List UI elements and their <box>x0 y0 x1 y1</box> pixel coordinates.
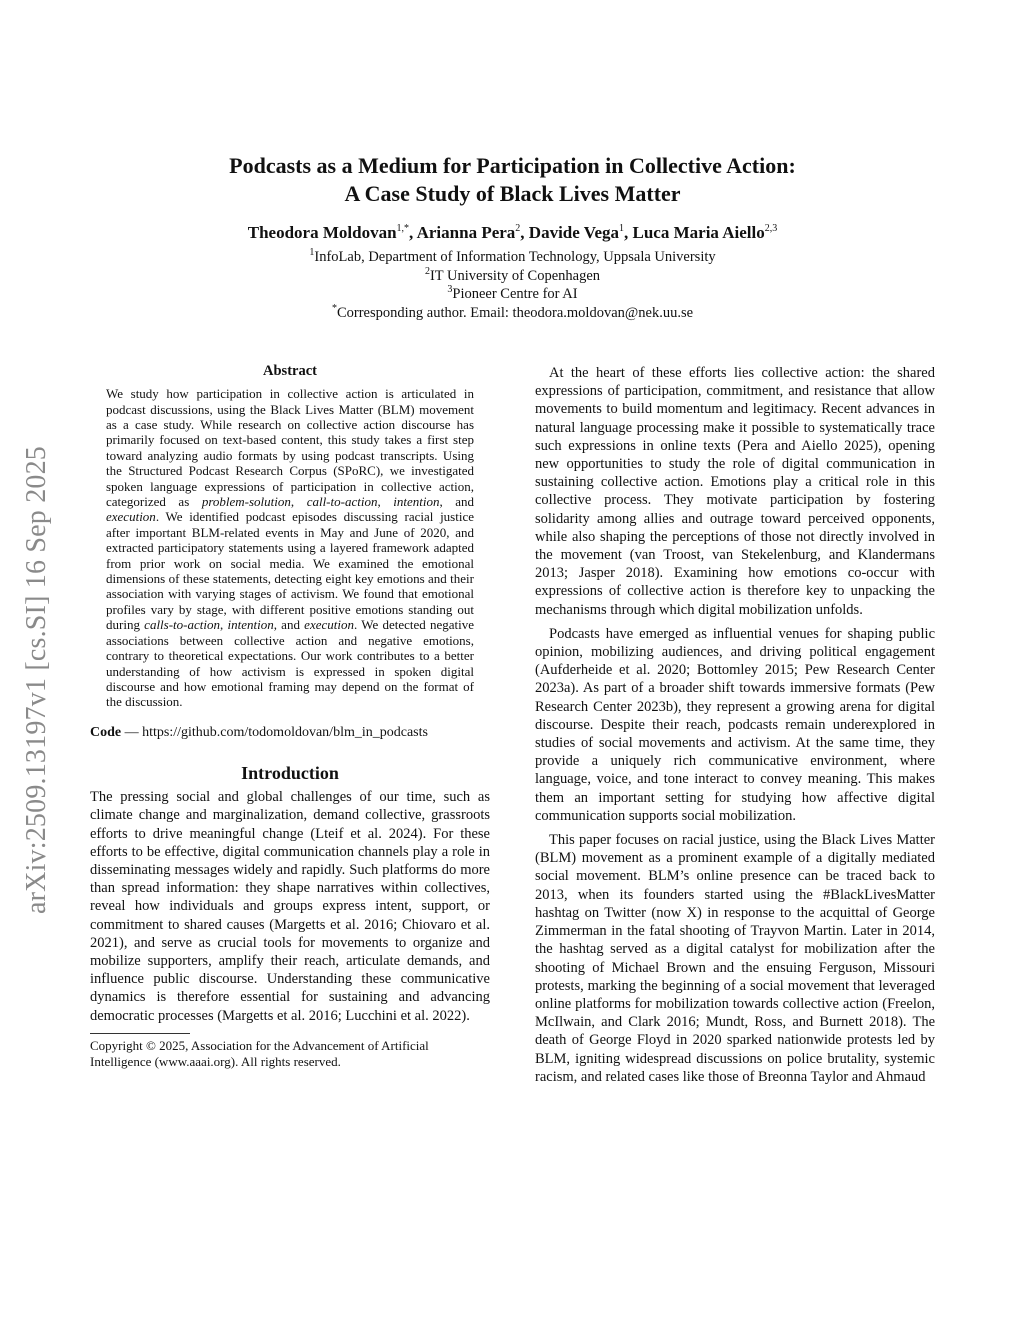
footnote-rule <box>90 1033 190 1034</box>
code-repository-link[interactable]: https://github.com/todomoldovan/blm_in_podcasts <box>142 724 428 740</box>
introduction-paragraph: The pressing social and global challenges of our time, such as climate change and marginalization, demand collective, grassroots efforts to drive meaningful change (Lteif et al. 2024). For these efforts to be effective, digital communication channels play a role in disseminating messages widely and rapidly. Such platforms do more than spread information: they shape narratives within collectives, reveal how individuals and groups express intent, support, or commitment to shared causes (Margetts et al. 2016; Chiovaro et al. 2021), and serve as crucial tools for movements to organize and mobilize supporters, amplify their reach, articulate demands, and influence public discourse. Understanding these communicative dynamics is therefore essential for sustaining and advancing democratic processes (Margetts et al. 2016; Lucchini et al. 2022). <box>90 789 490 1024</box>
author-affiliation-mark: 1 <box>619 223 625 234</box>
abstract-emphasis: problem-solution <box>201 494 291 510</box>
body-paragraph: This paper focuses on racial justice, using the Black Lives Matter (BLM) movement as a prominent example of a digitally mediated social movement. BLM’s online presence can be traced back to 2013, when its founders started using the #BlackLivesMatter hashtag on Twitter (now X) in response to the acquittal of George Zimmerman in the fatal shooting of Trayvon Martin. Later in 2014, the hashtag served as a digital catalyst for mobilization after the shooting of Michael Brown and the ensuing Ferguson, Missouri protests, marking the beginning of a social movement that leveraged online platforms for mobilization towards collective action (Freelon, McIlwain, and Clark 2016; Mundt, Ross, and Burnett 2018). The death of George Floyd in 2020 sparked nationwide protests led by BLM, igniting widespread discussions on police brutality, systemic racism, and related cases like those of Breonna Taylor and Ahmaud <box>535 832 935 1085</box>
abstract-heading: Abstract <box>263 363 317 379</box>
code-link-line <box>90 724 490 742</box>
affiliation-mark: 1 <box>309 247 315 258</box>
abstract-separator: , and <box>273 617 305 633</box>
author-list <box>90 222 935 244</box>
left-column <box>90 362 490 1070</box>
arxiv-identifier: arXiv:2509.13197v1 [cs.SI] 16 Sep 2025 <box>21 445 53 915</box>
author-separator: , <box>624 223 633 242</box>
corresponding-author <box>90 304 935 323</box>
author-name: Davide Vega <box>528 223 620 242</box>
body-paragraph: Podcasts have emerged as influential venues for shaping public opinion, mobilizing audiences, and driving political engagement (Aufderheide et al. 2020; Bottomley 2015; Pew Research Center 2023a). As part of a broader shift towards immersive formats (Pew Research Center 2023b), they represent a growing arena for digital discourse. Despite their reach, podcasts remain underexplored in studies of social movements and activism. At the same time, they provide a uniquely rich communicative environment, where language, voice, and tone interact to convey meaning. This makes them an important setting for studying how affective digital communication supports social mobilization. <box>535 625 935 824</box>
abstract-text-part: . We detected negative associations between collective action and negative emotions, contrary to theoretical expectations. Our work contributes to a better understanding of how activism is expressed in spoken digital discourse and how emotional framing may depend on the format of the discussion. <box>106 617 474 710</box>
author-name: Theodora Moldovan <box>247 223 397 242</box>
code-dash: — <box>121 724 143 740</box>
author-separator: , <box>520 223 529 242</box>
title-line-2: A Case Study of Black Lives Matter <box>344 181 681 206</box>
author-separator: , <box>409 223 417 242</box>
affiliation-mark: 2 <box>424 265 430 277</box>
author-affiliation-mark: 1,* <box>396 223 410 234</box>
abstract-text-part: We study how participation in collective action is articulated in podcast discussions, using the Black Lives Matter (BLM) movement as a case study. While research on collective action discourse has primarily focused on text-based content, this study takes a first step toward analyzing audio formats by using podcast transcripts. Using the Structured Podcast Research Corpus (SPoRC), we investigated spoken language expressions of participation in collective action, categorized as <box>106 386 474 510</box>
body-paragraph: At the heart of these efforts lies collective action: the shared expressions of participation, commitment, and resistance that allow movements to build momentum and legitimacy. Recent advances in natural language processing make it possible to systematically trace such expressions in online texts (Pera and Aiello 2025), opening new opportunities to study the role of digital communication in sustaining collective action. Emotions play a critical role in this collective process. They motivate participation by fostering solidarity among allies and outrage toward perceived opponents, while also shaping the perceptions of those not directly involved in the movement (van Troost, van Stekelenburg, and Klandermans 2013; Jasper 2018). Examining how emotions co-occur with expressions of collective action is therefore key to unpacking the mechanisms through which digital mobilization unfolds. <box>535 365 935 618</box>
abstract-emphasis: calls-to-action <box>144 617 220 633</box>
abstract-separator: , <box>377 494 394 510</box>
title-line-1: Podcasts as a Medium for Participation in Collective Action: <box>229 153 796 178</box>
paper-header <box>90 152 935 322</box>
affiliation <box>90 248 935 267</box>
affiliation-text: IT University of Copenhagen <box>429 267 601 284</box>
abstract-separator: , <box>220 617 228 633</box>
affiliation-list <box>90 248 935 322</box>
author-name: Arianna Pera <box>416 223 516 242</box>
code-label: Code <box>90 724 122 740</box>
author-affiliation-mark: 2 <box>515 223 521 234</box>
abstract-emphasis: execution <box>304 617 354 633</box>
arxiv-side-stamp <box>10 380 64 980</box>
abstract-text-part: . We identified podcast episodes discussing racial justice after important BLM-related events in May and June of 2020, and extracted participatory statements using a layered framework adapted from prior work on social media. We examined the emotional dimensions of these statements, detecting eight key emotions and their association with varying stages of activism. We found that emotional profiles vary by stage, with different positive emotions standing out during <box>106 509 474 633</box>
copyright-footnote: Copyright © 2025, Association for the Advancement of Artificial Intelligence (www.aaai.org). All rights reserved. <box>90 1037 429 1069</box>
affiliation-mark: * <box>331 302 337 314</box>
abstract-text <box>106 386 474 710</box>
abstract-emphasis: intention <box>393 494 440 510</box>
author-affiliation-mark: 2,3 <box>764 223 778 234</box>
right-column <box>535 364 935 1086</box>
abstract-separator: , <box>290 494 307 510</box>
paper-title <box>90 152 935 208</box>
abstract-separator: , and <box>439 494 475 510</box>
abstract-emphasis: execution <box>106 509 156 525</box>
affiliation <box>90 267 935 286</box>
affiliation-text: Corresponding author. Email: theodora.moldovan@nek.uu.se <box>336 304 694 321</box>
affiliation-text: Pioneer Centre for AI <box>452 286 578 302</box>
abstract-emphasis: intention <box>227 617 274 633</box>
introduction-heading: Introduction <box>241 762 339 783</box>
affiliation-text: InfoLab, Department of Information Technology, Uppsala University <box>314 249 716 265</box>
abstract-emphasis: call-to-action <box>306 494 378 510</box>
author-name: Luca Maria Aiello <box>632 223 765 242</box>
affiliation <box>90 285 935 304</box>
affiliation-mark: 3 <box>447 284 453 295</box>
